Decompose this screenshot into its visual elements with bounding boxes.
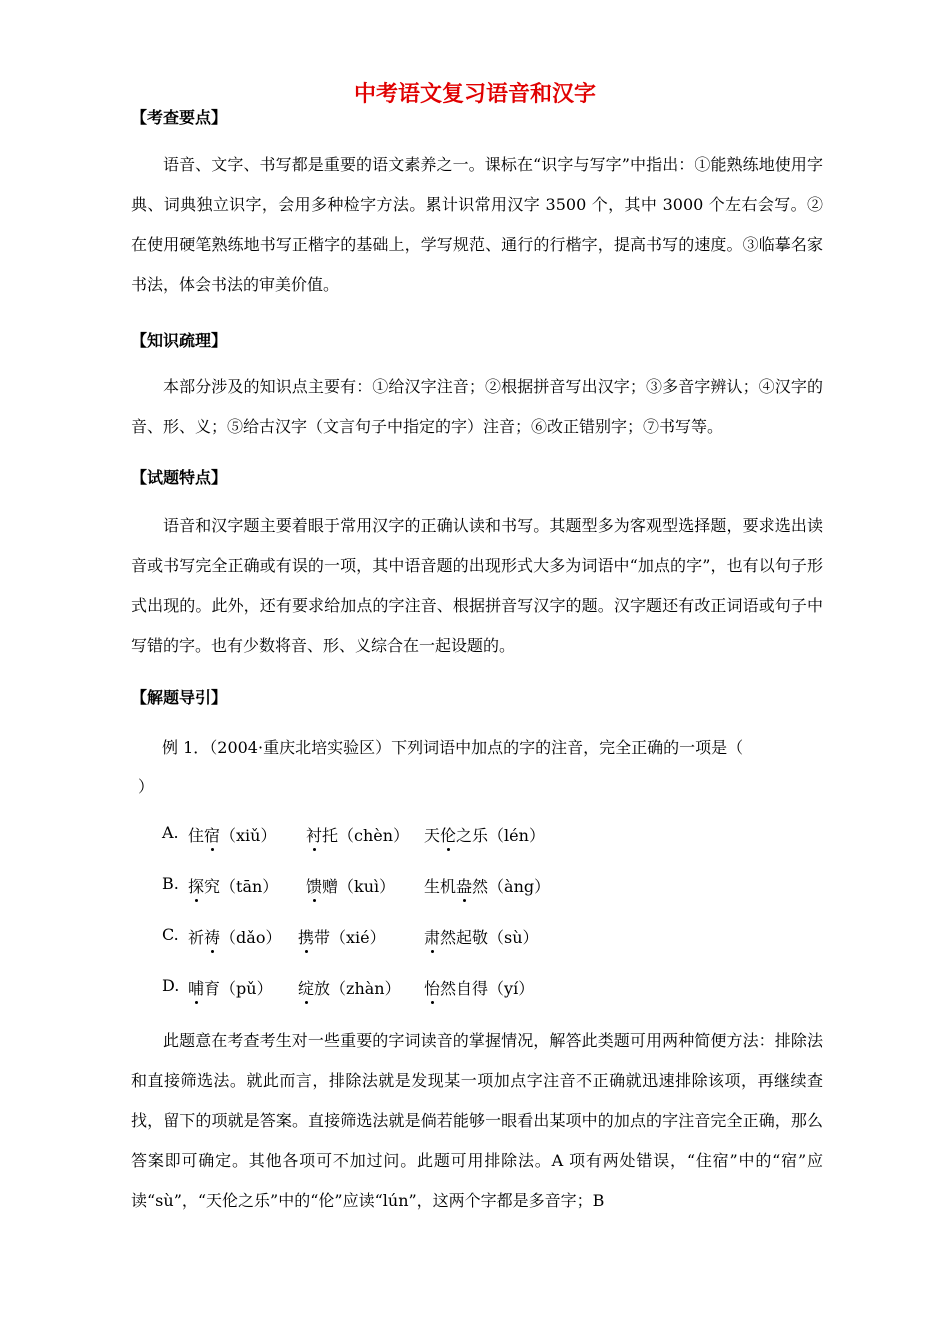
dotted-char: 哺 xyxy=(188,979,205,998)
option-word-2: 携带（xié） xyxy=(298,928,386,947)
paragraph-analysis: 此题意在考查考生对一些重要的字词读音的掌握情况，解答此类题可用两种简便方法：排除法和直接筛选法。就此而言，排除法就是发现某一项加点字注音不正确就迅速排除该项，再继续查找，留下的项就是答案。直接筛选法就是倘若能够一眼看出某项中的加点的字注音完全正确，那么答案即可确定。其他各项可不加过问。此题可用排除法。A 项有两处错误，“住宿”中的“宿”应读“sù”，“天伦之乐”中的“伦”应读“lún”，这两个字都是多音字；B xyxy=(131,1031,823,1210)
option-word-3: 肃然起敬（sù） xyxy=(424,928,539,947)
option-word-1: 祈祷（dǎo） xyxy=(188,928,282,947)
section-heading-jieti: 【解题导引】 xyxy=(131,688,228,707)
question-line-2: ） xyxy=(138,777,155,796)
dotted-char: 伦 xyxy=(440,826,457,845)
dotted-char: 祷 xyxy=(204,928,221,947)
option-word-3: 生机盎然（àng） xyxy=(424,877,551,896)
dotted-char: 馈 xyxy=(306,877,323,896)
dotted-char: 宿 xyxy=(204,826,221,845)
option-word-2: 绽放（zhàn） xyxy=(298,979,401,998)
paragraph-shiti: 语音和汉字题主要着眼于常用汉字的正确认读和书写。其题型多为客观型选择题，要求选出读音或书写完全正确或有误的一项，其中语音题的出现形式大多为词语中“加点的字”，也有以句子形式出现的。此外，还有要求给加点的字注音、根据拼音写汉字的题。汉字题还有改正词语或句子中写错的字。也有少数将音、形、义综合在一起设题的。 xyxy=(131,516,823,655)
option-word-1: 探究（tān） xyxy=(188,877,279,896)
dotted-char: 肃 xyxy=(424,928,441,947)
option-word-2: 馈赠（kuì） xyxy=(306,877,396,896)
dotted-char: 探 xyxy=(188,877,205,896)
option-label: A. xyxy=(162,823,179,842)
section-heading-kaocha: 【考查要点】 xyxy=(131,108,228,127)
dotted-char: 盎 xyxy=(456,877,473,896)
option-word-3: 怡然自得（yí） xyxy=(424,979,535,998)
option-label: D. xyxy=(162,976,180,995)
option-label: C. xyxy=(162,925,179,944)
dotted-char: 绽 xyxy=(298,979,315,998)
dotted-char: 衬 xyxy=(306,826,323,845)
option-word-1: 住宿（xiǔ） xyxy=(188,826,277,845)
question-line-1: 例 1．（2004·重庆北培实验区）下列词语中加点的字的注音，完全正确的一项是（ xyxy=(162,738,744,757)
dotted-char: 携 xyxy=(298,928,315,947)
section-heading-zhishi: 【知识疏理】 xyxy=(131,331,228,350)
option-label: B. xyxy=(162,874,179,893)
dotted-char: 怡 xyxy=(424,979,441,998)
document-title: 中考语文复习语音和汉字 xyxy=(353,82,596,107)
paragraph-kaocha: 语音、文字、书写都是重要的语文素养之一。课标在“识字与写字”中指出：①能熟练地使用字典、词典独立识字，会用多种检字方法。累计识常用汉字 3500 个，其中 3000 个左右会写。②在使用硬笔熟练地书写正楷字的基础上，学写规范、通行的行楷字，提高书写的速度。③临摹名家书法，体会书法的审美价值。 xyxy=(131,155,823,294)
option-word-3: 天伦之乐（lén） xyxy=(424,826,545,845)
option-word-1: 哺育（pǔ） xyxy=(188,979,273,998)
option-word-2: 衬托（chèn） xyxy=(306,826,410,845)
section-heading-shiti: 【试题特点】 xyxy=(131,468,228,487)
paragraph-zhishi: 本部分涉及的知识点主要有：①给汉字注音；②根据拼音写出汉字；③多音字辨认；④汉字的音、形、义；⑤给古汉字（文言句子中指定的字）注音；⑥改正错别字；⑦书写等。 xyxy=(131,377,823,436)
